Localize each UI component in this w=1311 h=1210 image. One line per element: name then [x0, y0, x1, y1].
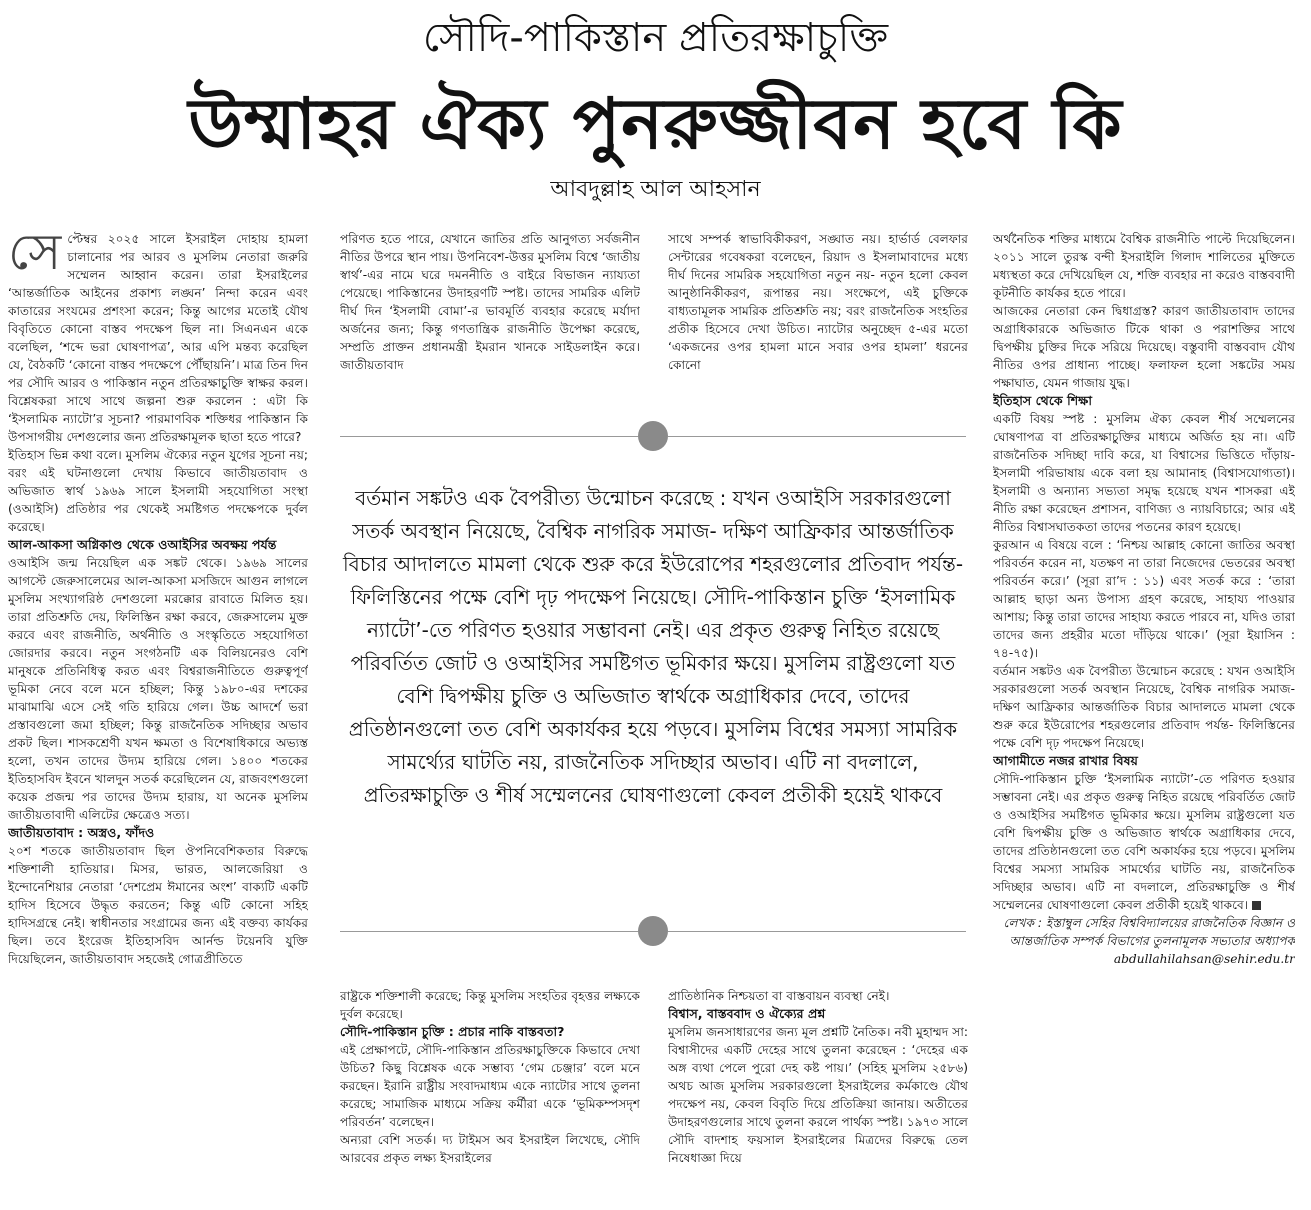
paragraph: ২০শ শতকে জাতীয়তাবাদ ছিল ঔপনিবেশিকতার বিরুদ্ধে শক্তিশালী হাতিয়ার। মিসর, ভারত, আলজেরিয়া ও ইন্দোনেশিয়ার নেতারা ‘দেশপ্রেম ঈমানের অংশ’ বাক্যটি একটি হাদিস হিসেবে উদ্ধৃত করতেন; কিন্তু এটি কোনো সহিহ হাদিসগ্রন্থে নেই। স্বাধীনতার সংগ্রামের জন্য এই বক্তব্য কার্যকর ছিল। তবে ইংরেজ ইতিহাসবিদ আর্নল্ড টয়েনবি যুক্তি দিয়েছিলেন, জাতীয়তাবাদ সহজেই গোত্রপ্রীতিতে: [8, 844, 308, 966]
paragraph: অর্থনৈতিক শক্তির মাধ্যমে বৈশ্বিক রাজনীতি পাল্টে দিয়েছিলেন। ২০১১ সালে তুরস্ক বন্দী ইসরাইলি গিলাদ শালিতের মুক্তিতে মধ্যস্থতা করে দেখিয়েছিল যে, শক্তি ব্যবহার না করেও বাস্তববাদী কূটনীতি কার্যকর হতে পারে।: [993, 232, 1295, 300]
paragraph: প্রাতিষ্ঠানিক নিশ্চয়তা বা বাস্তবায়ন ব্যবস্থা নেই।: [668, 989, 890, 1003]
paragraph: আজকের নেতারা কেন দ্বিধাগ্রস্ত? কারণ জাতীয়তাবাদ তাদের অগ্রাধিকারকে অভিজাত টিকে থাকা ও পরাশক্তির সাথে দ্বিপক্ষীয় চুক্তির দিকে সরিয়ে দিয়েছে। বস্তুবাদী বাস্তববাদ যৌথ নীতির ওপর প্রাধান্য পাচ্ছে। ফলাফল হলো সঙ্কটের সময় পক্ষাঘাত, যেমন গাজায় যুদ্ধ।: [993, 304, 1295, 390]
divider-bottom-right: [668, 931, 966, 932]
paragraph: পরিণত হতে পারে, যেখানে জাতির প্রতি আনুগত্য সর্বজনীন নীতির উপরে স্থান পায়। উপনিবেশ-উত্তর মুসলিম বিশ্বে ‘জাতীয় স্বার্থ’-এর নামে ঘরে দমননীতি ও বাইরে বিভাজন ন্যায্যতা পেয়েছে। পাকিস্তানের উদাহরণটি স্পষ্ট। তাদের সামরিক এলিট দীর্ঘ দিন ‘ইসলামী বোমা’-র ভাবমূর্তি ব্যবহার করেছে মর্যাদা অর্জনের জন্য; কিন্তু গণতান্ত্রিক রাজনীতি উপেক্ষা করেছে, সম্প্রতি প্রাক্তন প্রধানমন্ত্রী ইমরান খানকে সাইডলাইন করে। জাতীয়তাবাদ: [340, 232, 640, 372]
paragraph: ওআইসি জন্ম নিয়েছিল এক সঙ্কট থেকে। ১৯৬৯ সালের আগস্টে জেরুসালেমের আল-আকসা মসজিদে আগুন লাগলে মুসলিম সংখ্যাগরিষ্ঠ দেশগুলো মরক্কোর রাবাতে মিলিত হয়। তারা প্রতিশ্রুতি দেয়, ফিলিস্তিন রক্ষা করবে, জেরুসালেম মুক্ত করবে এবং রাজনীতি, অর্থনীতি ও সংস্কৃতিতে সহযোগিতা জোরদার করবে। নতুন সংগঠনটি এক বিলিয়নেরও বেশি মানুষকে প্রতিনিধিত্ব করত এবং বিশ্বরাজনীতিতে গুরুত্বপূর্ণ ভূমিকা নেবে বলে মনে হচ্ছিল; কিন্তু ১৯৮০-এর দশকের মাঝামাঝি এসে সেই গতি হারিয়ে গেল। উচ্চ আদর্শে ভরা প্রস্তাবগুলো জমা হচ্ছিল; কিন্তু রাজনৈতিক সদিচ্ছার অভাব প্রকট ছিল। শাসকশ্রেণী যখন ক্ষমতা ও বিশেষাধিকারে অভ্যস্ত হলো, তখন তাদের উদ্যম হারিয়ে গেল। ১৪০০ শতকের ইতিহাসবিদ ইবনে খালদুন সতর্ক করেছিলেন যে, রাজবংশগুলো কয়েক প্রজন্ম পর তাদের উদ্যম হারায়, যা অনেক মুসলিম জাতীয়তাবাদী এলিটের ক্ষেত্রেও সত্য।: [8, 556, 308, 822]
subheading: সৌদি-পাকিস্তান চুক্তি : প্রচার নাকি বাস্তবতা?: [340, 1024, 565, 1039]
drop-cap: সে: [8, 230, 62, 281]
pull-quote: বর্তমান সঙ্কটও এক বৈপরীত্য উন্মোচন করেছে : যখন ওআইসি সরকারগুলো সতর্ক অবস্থান নিয়েছে, বৈশ্বিক নাগরিক সমাজ- দক্ষিণ আফ্রিকার আন্তর্জাতিক বিচার আদালতে মামলা থেকে শুরু করে ইউরোপের শহরগুলোর প্রতিবাদ পর্যন্ত- ফিলিস্তিনের পক্ষে বেশি দৃঢ় পদক্ষেপ নিয়েছে। সৌদি-পাকিস্তান চুক্তি ‘ইসলামিক ন্যাটো’-তে পরিণত হওয়ার সম্ভাবনা নেই। এর প্রকৃত গুরুত্ব নিহিত রয়েছে পরিবর্তিত জোট ও ওআইসির সমষ্টিগত ভূমিকার ক্ষয়ে। মুসলিম রাষ্ট্রগুলো যত বেশি দ্বিপক্ষীয় চুক্তি ও অভিজাত স্বার্থকে অগ্রাধিকার দেবে, তাদের প্রতিষ্ঠানগুলো তত বেশি অকার্যকর হয়ে পড়বে। মুসলিম বিশ্বের সমস্যা সামরিক সামর্থ্যের ঘাটতি নয়, রাজনৈতিক সদিচ্ছার অভাব। এটি না বদলালে, প্রতিরক্ষাচুক্তি ও শীর্ষ সম্মেলনের ঘোষণাগুলো কেবল প্রতীকী হয়েই থাকবে: [342, 486, 964, 807]
paragraph: [8, 230, 308, 446]
end-mark-icon: [1252, 901, 1261, 910]
column-2-top: [340, 230, 640, 408]
paragraph: সাথে সম্পর্ক স্বাভাবিকীকরণ, সঙ্ঘাত নয়। হার্ভার্ড বেলফার সেন্টারের গবেষকরা বলেছেন, রিয়াদ ও ইসলামাবাদের মধ্যে দীর্ঘ দিনের সামরিক সহযোগিতা নতুন নয়- নতুন হলো কেবল আনুষ্ঠানিকীকরণ, রূপান্তর নয়। সংক্ষেপে, এই চুক্তিকে বাধ্যতামূলক সামরিক প্রতিশ্রুতি নয়; বরং রাজনৈতিক সংহতির প্রতীক হিসেবে দেখা উচিত। ন্যাটোর অনুচ্ছেদ ৫-এর মতো ‘একজনের ওপর হামলা মানে সবার ওপর হামলা’ ধরনের কোনো: [668, 232, 968, 372]
divider-top-right: [668, 436, 966, 437]
paragraph: ইতিহাস ভিন্ন কথা বলে। মুসলিম ঐক্যের নতুন যুগের সূচনা নয়; বরং এই ঘটনাগুলো দেখায় কিভাবে জাতীয়তাবাদ ও অভিজাত স্বার্থ ১৯৬৯ সালে ইসলামী সহযোগিতা সংস্থা (ওআইসি) প্রতিষ্ঠার পর থেকেই সমষ্টিগত পদক্ষেপকে দুর্বল করেছে।: [8, 448, 308, 534]
paragraph-text: সৌদি-পাকিস্তান চুক্তি ‘ইসলামিক ন্যাটো’-তে পরিণত হওয়ার সম্ভাবনা নেই। এর প্রকৃত গুরুত্ব নিহিত রয়েছে পরিবর্তিত জোট ও ওআইসির সমষ্টিগত ভূমিকার ক্ষয়ে। মুসলিম রাষ্ট্রগুলো যত বেশি দ্বিপক্ষীয় চুক্তি ও অভিজাত স্বার্থকে অগ্রাধিকার দেবে, তাদের প্রতিষ্ঠানগুলো তত বেশি অকার্যকর হয়ে পড়বে। মুসলিম বিশ্বের সমস্যা সামরিক সামর্থ্যের ঘাটতি নয়, রাজনৈতিক সদিচ্ছার অভাব। এটি না বদলালে, প্রতিরক্ষাচুক্তি ও শীর্ষ সম্মেলনের ঘোষণাগুলো কেবল প্রতীকী হয়েই থাকবে।: [993, 772, 1295, 912]
paragraph-text: প্টেম্বর ২০২৫ সালে ইসরাইল দোহায় হামলা চালানোর পর আরব ও মুসলিম নেতারা জরুরি সম্মেলন আহ্বান করেন। তারা ইসরাইলের ‘আন্তর্জাতিক আইনের প্রকাশ্য লঙ্ঘন’ নিন্দা করেন এবং কাতারের সংযমের প্রশংসা করেন; কিন্তু আগের মতোই যৌথ বিবৃতিতে কোনো বাস্তব পদক্ষেপ ছিল না। সিএনএন একে বলেছিল, ‘শব্দে ভরা ঘোষণাপত্র’, আর এপি মন্তব্য করেছিল যে, বৈঠকটি ‘কোনো বাস্তব পদক্ষেপে পৌঁছায়নি’। মাত্র তিন দিন পর সৌদি আরব ও পাকিস্তান নতুন প্রতিরক্ষাচুক্তি স্বাক্ষর করল। বিশ্লেষকরা সাথে সাথে জল্পনা শুরু করলেন : এটা কি ‘ইসলামিক ন্যাটো’র সূচনা? পারমাণবিক শক্তিধর পাকিস্তান কি উপসাগরীয় দেশগুলোর জন্য প্রতিরক্ষামূলক ছাতা হতে পারে?: [8, 232, 308, 444]
subheading: আল-আকসা অগ্নিকাণ্ড থেকে ওআইসির অবক্ষয় পর্যন্ত: [8, 537, 277, 552]
divider-dot-top: [638, 421, 668, 451]
subheading: জাতীয়তাবাদ : অস্ত্রও, ফাঁদও: [8, 825, 155, 840]
paragraph: রাষ্ট্রকে শক্তিশালী করেছে; কিন্তু মুসলিম সংহতির বৃহত্তর লক্ষ্যকে দুর্বল করেছে।: [340, 989, 640, 1021]
paragraph: এই প্রেক্ষাপটে, সৌদি-পাকিস্তান প্রতিরক্ষাচুক্তিকে কিভাবে দেখা উচিত? কিছু বিশ্লেষক একে সম্ভাব্য ‘গেম চেঞ্জার’ বলে মনে করছেন। ইরানি রাষ্ট্রীয় সংবাদমাধ্যম একে ন্যাটোর সাথে তুলনা করেছে; সামাজিক মাধ্যমে সক্রিয় কর্মীরা একে ‘ভূমিকম্পসদৃশ পরিবর্তন’ বলেছেন।: [340, 1043, 640, 1129]
author-email: abdullahilahsan@sehir.edu.tr: [1113, 952, 1295, 966]
paragraph: একটি বিষয় স্পষ্ট : মুসলিম ঐক্য কেবল শীর্ষ সম্মেলনের ঘোষণাপত্র বা প্রতিরক্ষাচুক্তির মাধ্যমে অর্জিত হয় না। এটি রাজনৈতিক সদিচ্ছা দাবি করে, যা বিশ্বাসের ভিত্তিতে দাঁড়ায়- ইসলামী পরিভাষায় একে বলা হয় আমানাহ (বিশ্বাসযোগ্যতা)। ইসলামী ও অন্যান্য সভ্যতা সমৃদ্ধ হয়েছে যখন শাসকরা এই নীতি রক্ষা করেছেন প্রশাসন, বাণিজ্য ও ন্যায়বিচারে; আর এই নীতির বিশ্বাসঘাতকতা তাদের পতনের কারণ হয়েছে।: [993, 412, 1295, 534]
divider-top-left: [340, 436, 638, 437]
headline: উম্মাহর ঐক্য পুনরুজ্জীবন হবে কি: [188, 83, 1123, 165]
column-1: [8, 230, 308, 1205]
column-4: [993, 230, 1295, 1205]
kicker: সৌদি-পাকিস্তান প্রতিরক্ষাচুক্তি: [422, 15, 889, 61]
author-note: লেখক : ইস্তাম্বুল সেহির বিশ্ববিদ্যালয়ের রাজনৈতিক বিজ্ঞান ও আন্তর্জাতিক সম্পর্ক বিভাগের তুলনামূলক সভ্যতার অধ্যাপক: [1003, 916, 1295, 948]
paragraph: কুরআন এ বিষয়ে বলে : ‘নিশ্চয় আল্লাহ কোনো জাতির অবস্থা পরিবর্তন করেন না, যতক্ষণ না তারা নিজেদের ভেতরের অবস্থা পরিবর্তন করে।’ (সূরা রা’দ : ১১) এবং সতর্ক করে : ‘তারা আল্লাহ ছাড়া অন্য উপাস্য গ্রহণ করেছে, সাহায্য পাওয়ার আশায়; কিন্তু তারা তাদের সাহায্য করতে পারবে না, যদিও তারা তাদের জন্য প্রহরীর মতো দাঁড়িয়ে থাকে।’ (সূরা ইয়াসিন : ৭৪-৭৫)।: [993, 538, 1295, 660]
paragraph: মুসলিম জনসাধারণের জন্য মূল প্রশ্নটি নৈতিক। নবী মুহাম্মদ সা: বিশ্বাসীদের একটি দেহের সাথে তুলনা করেছেন : ‘দেহের এক অঙ্গ ব্যথা পেলে পুরো দেহ কষ্ট পায়।’ (সহিহ মুসলিম ২৫৮৬) অথচ আজ মুসলিম সরকারগুলো ইসরাইলের কর্মকাণ্ডে যৌথ পদক্ষেপ নয়, কেবল বিবৃতি দিয়ে প্রতিক্রিয়া জানায়। অতীতের উদাহরণগুলোর সাথে তুলনা করলে পার্থক্য স্পষ্ট। ১৯৭৩ সালে সৌদি বাদশাহ ফয়সাল ইসরাইলের মিত্রদের বিরুদ্ধে তেল নিষেধাজ্ঞা দিয়ে: [668, 1025, 968, 1165]
subheading: বিশ্বাস, বাস্তববাদ ও ঐক্যের প্রশ্ন: [668, 1006, 826, 1021]
divider-bottom-left: [340, 931, 638, 932]
byline: আবদুল্লাহ আল আহসান: [550, 177, 761, 202]
paragraph: বর্তমান সঙ্কটও এক বৈপরীত্য উন্মোচন করেছে : যখন ওআইসি সরকারগুলো সতর্ক অবস্থান নিয়েছে, বৈশ্বিক নাগরিক সমাজ-দক্ষিণ আফ্রিকার আন্তর্জাতিক বিচার আদালতে মামলা থেকে শুরু করে ইউরোপের শহরগুলোর প্রতিবাদ পর্যন্ত- ফিলিস্তিনের পক্ষে বেশি দৃঢ় পদক্ষেপ নিয়েছে।: [993, 664, 1295, 750]
paragraph: [993, 770, 1295, 914]
column-3-top: [668, 230, 968, 408]
subheading: আগামীতে নজর রাখার বিষয়: [993, 753, 1138, 768]
paragraph: অন্যরা বেশি সতর্ক। দ্য টাইমস অব ইসরাইল লিখেছে, সৌদি আরবের প্রকৃত লক্ষ্য ইসরাইলের: [340, 1133, 640, 1165]
column-2-bottom: [340, 987, 640, 1205]
subheading: ইতিহাস থেকে শিক্ষা: [993, 393, 1093, 408]
column-3-bottom: [668, 987, 968, 1205]
divider-dot-bottom: [638, 916, 668, 946]
